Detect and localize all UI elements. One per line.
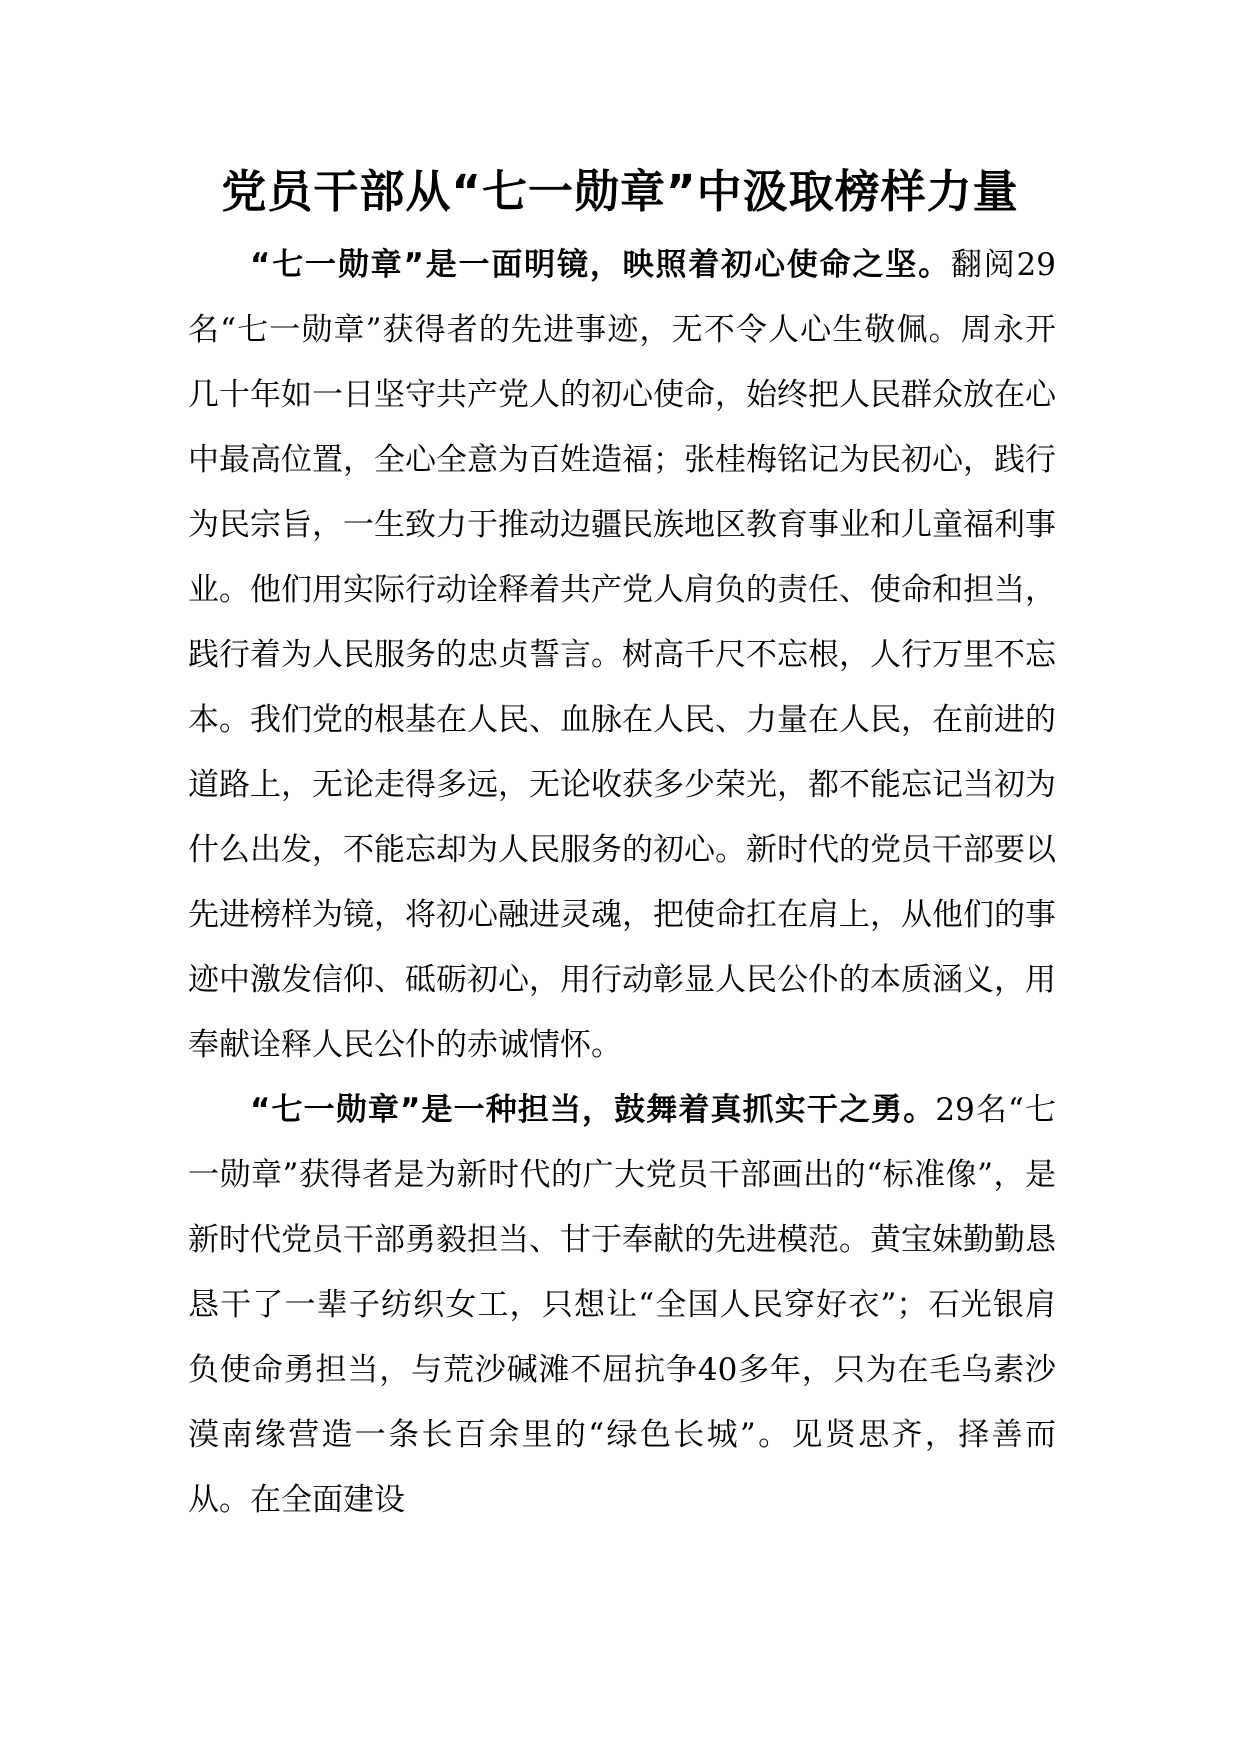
paragraph-2-text: 29名“七一勋章”获得者是为新时代的广大党员干部画出的“标准像”，是新时代党员干部勇毅担当、甘于奉献的先进模范。黄宝妹勤勤恳恳干了一辈子纺织女工，只想让“全国人民穿好衣”；石光银肩负使命勇担当，与荒沙碱滩不屈抗争40多年，只为在毛乌素沙漠南缘营造一条长百余里的“绿色长城”。见贤思齐，择善而从。在全面建设 [188,1092,1057,1518]
document-title: 党员干部从“七一勋章”中汲取榜样力量 [221,165,1019,218]
paragraph-1-lead: “七一勋章”是一面明镜，映照着初心使命之坚。 [250,247,951,283]
paragraph-1 [188,233,1056,1078]
paragraph-1-text: 翻阅29名“七一勋章”获得者的先进事迹，无不令人心生敬佩。周永开几十年如一日坚守共产党人的初心使命，始终把人民群众放在心中最高位置，全心全意为百姓造福；张桂梅铭记为民初心，践行为民宗旨，一生致力于推动边疆民族地区教育事业和儿童福利事业。他们用实际行动诠释着共产党人肩负的责任、使命和担当，践行着为人民服务的忠贞誓言。树高千尺不忘根，人行万里不忘本。我们党的根基在人民、血脉在人民、力量在人民，在前进的道路上，无论走得多远，无论收获多少荣光，都不能忘记当初为什么出发，不能忘却为人民服务的初心。新时代的党员干部要以先进榜样为镜，将初心融进灵魂，把使命扛在肩上，从他们的事迹中激发信仰、砥砺初心，用行动彰显人民公仆的本质涵义，用奉献诠释人民公仆的赤诚情怀。 [188,247,1057,1063]
document-body [188,233,1056,1533]
paragraph-2-lead: “七一勋章”是一种担当，鼓舞着真抓实干之勇。 [250,1092,936,1128]
paragraph-2 [188,1078,1056,1533]
